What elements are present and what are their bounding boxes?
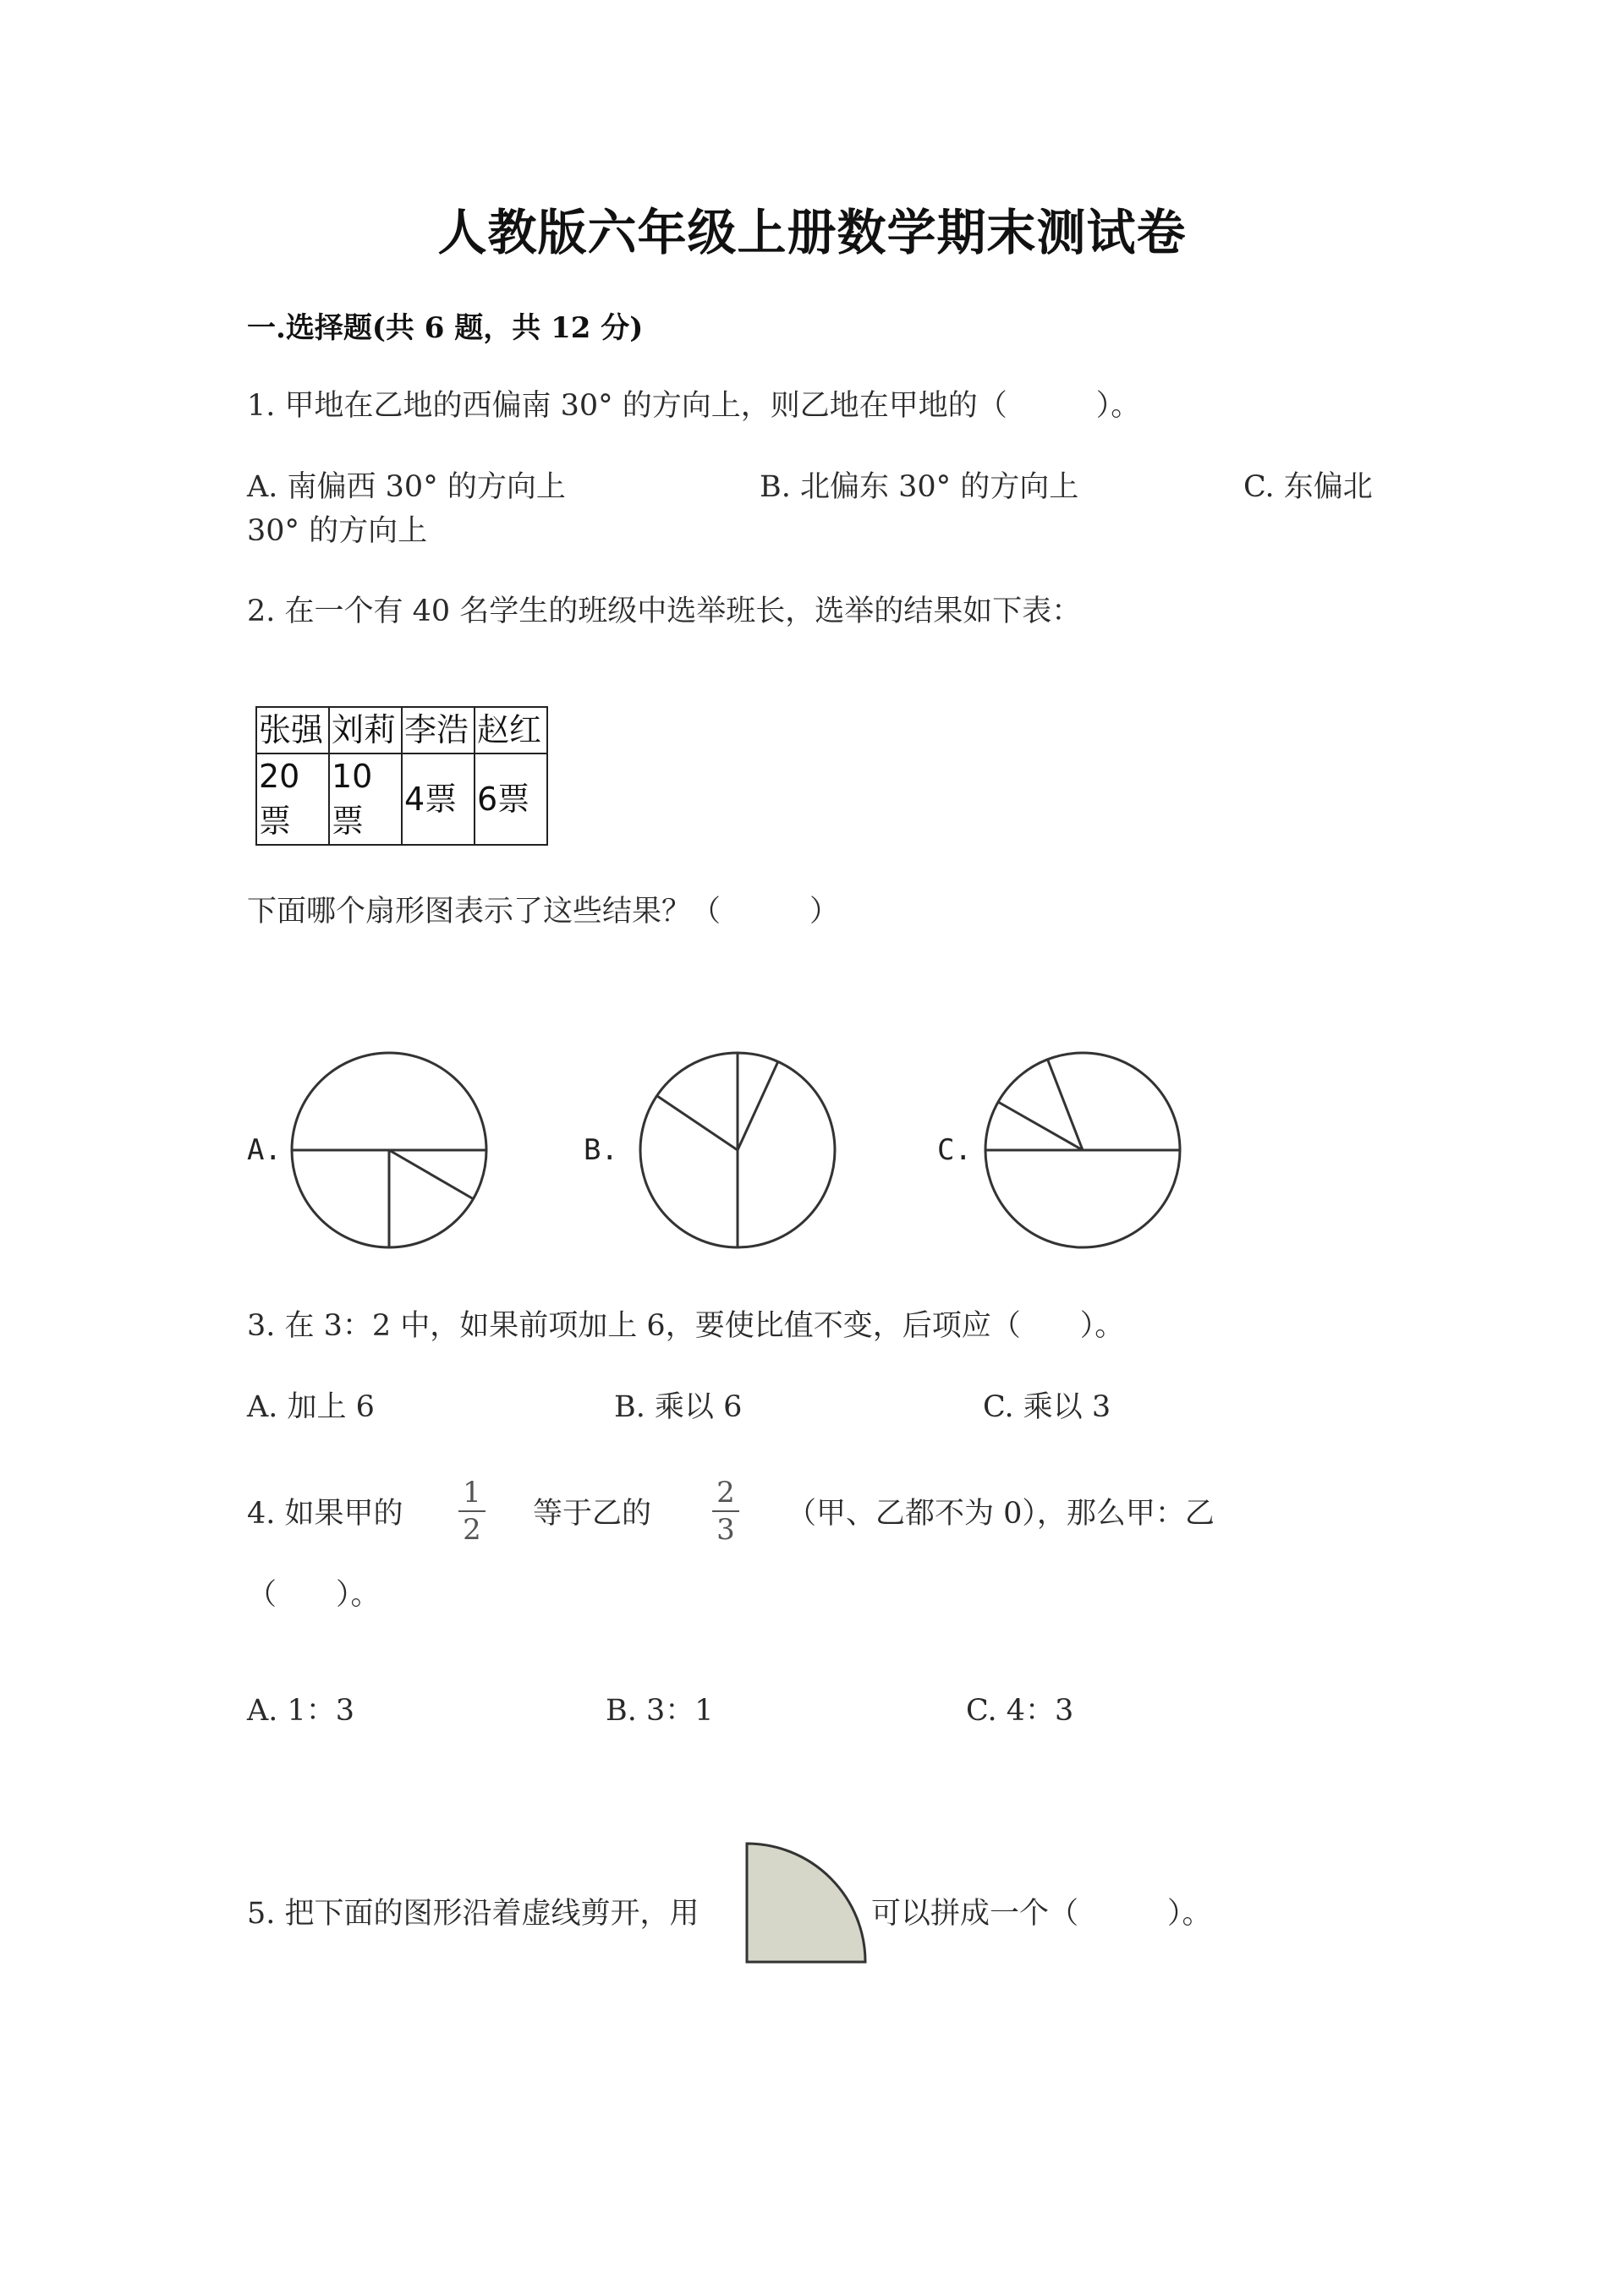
table-cell: 10票 (329, 753, 402, 845)
pie-divider (657, 1096, 738, 1150)
table-cell: 4票 (402, 753, 475, 845)
fraction-two-thirds (709, 1477, 743, 1546)
table-cell: 20票 (256, 753, 329, 845)
pie-chart-c (981, 1049, 1184, 1252)
table-cell: 李浩 (402, 707, 475, 753)
q2-stem: 2. 在一个有 40 名学生的班级中选举班长，选举的结果如下表： (247, 595, 1082, 628)
q4-stem-b: 等于乙的 (533, 1497, 652, 1531)
q4-stem-a: 4. 如果甲的 (247, 1497, 403, 1531)
quarter-circle-figure (743, 1839, 870, 1966)
pie-label-a: A. (247, 1133, 282, 1167)
pie-chart-b (636, 1049, 839, 1252)
fraction-one-half (455, 1477, 489, 1546)
table-row (256, 707, 547, 753)
q5-stem-b: 可以拼成一个（ ）。 (871, 1897, 1212, 1931)
q3-option-b: B. 乘以 6 (614, 1390, 743, 1424)
page-title: 人教版六年级上册数学期末测试卷 (437, 204, 1187, 261)
q1-option-c-cont: 30° 的方向上 (247, 514, 428, 548)
table-cell: 张强 (256, 707, 329, 753)
q4-blank: （ ）。 (247, 1578, 381, 1612)
q2-question: 下面哪个扇形图表示了这些结果？（ ） (247, 895, 840, 929)
q1-stem: 1. 甲地在乙地的西偏南 30° 的方向上，则乙地在甲地的（ ）。 (247, 389, 1141, 423)
fraction-numerator: 1 (463, 1476, 481, 1510)
q5-stem-a: 5. 把下面的图形沿着虚线剪开，用 (247, 1897, 700, 1931)
table-cell: 6票 (475, 753, 547, 845)
q4-option-c: C. 4：3 (966, 1694, 1074, 1728)
fraction-numerator: 2 (716, 1476, 735, 1510)
pie-divider (998, 1102, 1083, 1150)
fraction-denominator: 2 (463, 1513, 481, 1547)
fraction-denominator: 3 (716, 1513, 735, 1547)
q1-option-a: A. 南偏西 30° 的方向上 (247, 470, 566, 504)
pie-divider (738, 1061, 778, 1150)
q3-stem: 3. 在 3：2 中，如果前项加上 6，要使比值不变，后项应（ ）。 (247, 1309, 1125, 1343)
pie-divider (1048, 1060, 1083, 1150)
pie-label-c: C. (937, 1133, 972, 1167)
table-cell: 赵红 (475, 707, 547, 753)
q4-stem-c: （甲、乙都不为 0），那么甲：乙 (787, 1497, 1215, 1531)
section-heading: 一.选择题(共 6 题，共 12 分) (247, 311, 644, 345)
q1-option-b: B. 北偏东 30° 的方向上 (760, 470, 1079, 504)
fraction-bar (712, 1510, 739, 1512)
pie-chart-a (288, 1049, 491, 1252)
table-cell: 刘莉 (329, 707, 402, 753)
table-row (256, 753, 547, 845)
pie-divider (389, 1150, 474, 1199)
vote-table (255, 706, 548, 846)
q3-option-a: A. 加上 6 (247, 1390, 375, 1424)
q4-option-b: B. 3：1 (606, 1694, 714, 1728)
pie-label-b: B. (584, 1133, 618, 1167)
fraction-bar (458, 1510, 486, 1512)
q3-option-c: C. 乘以 3 (983, 1390, 1111, 1424)
q4-option-a: A. 1：3 (247, 1694, 355, 1728)
q1-option-c: C. 东偏北 (1243, 470, 1373, 504)
